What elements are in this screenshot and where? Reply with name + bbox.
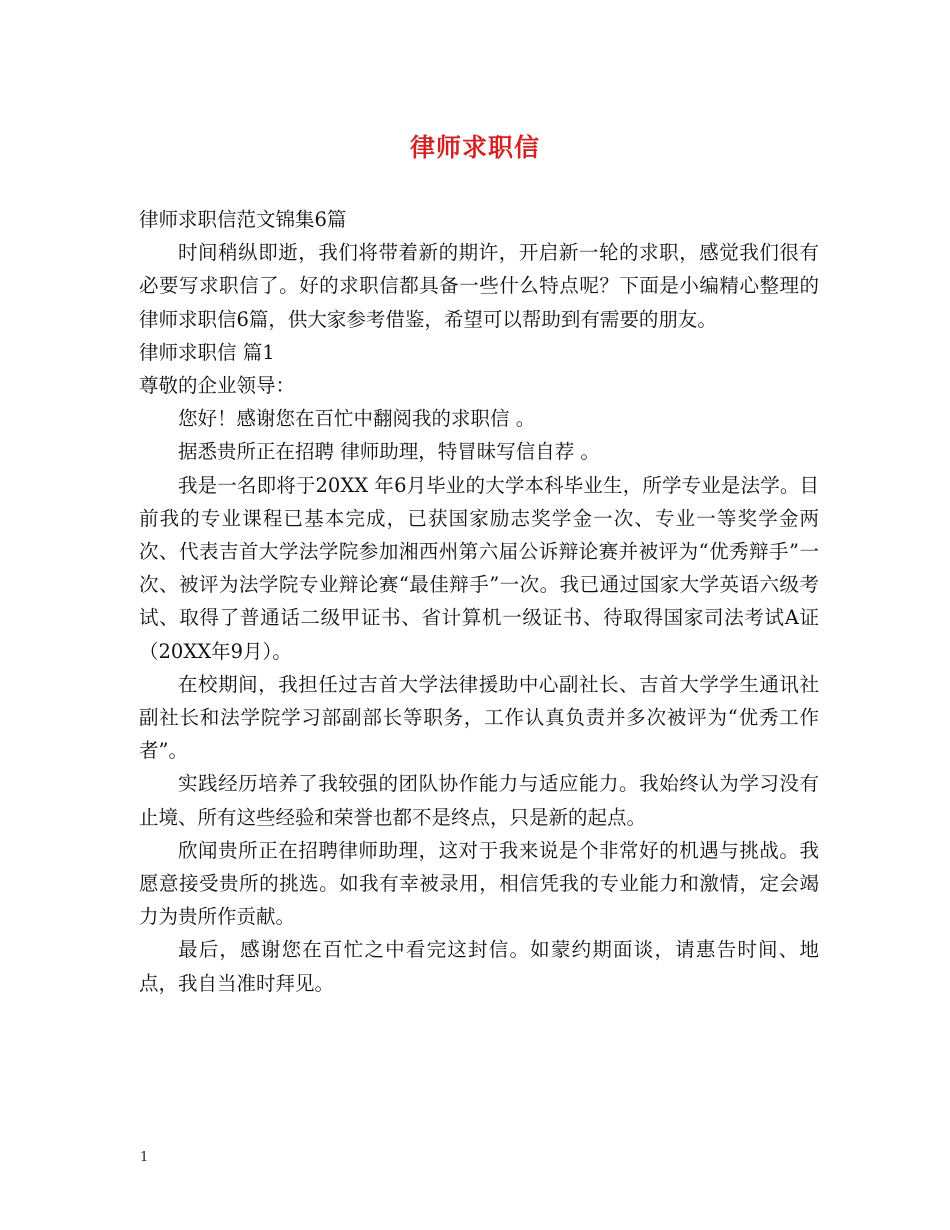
paragraph: 实践经历培养了我较强的团队协作能力与适应能力。我始终认为学习没有止境、所有这些经验和荣誉也都不是终点，只是新的起点。 <box>139 772 819 829</box>
paragraph: 据悉贵所正在招聘 律师助理，特冒昧写信自荐 。 <box>178 440 600 464</box>
paragraph: 尊敬的企业领导： <box>139 374 296 398</box>
paragraph: 欣闻贵所正在招聘律师助理，这对于我来说是个非常好的机遇与挑战。我愿意接受贵所的挑选。如我有幸被录用，相信凭我的专业能力和激情，定会竭力为贵所作贡献。 <box>139 838 819 929</box>
document-title: 律师求职信 <box>409 133 540 162</box>
paragraph: 最后，感谢您在百忙之中看完这封信。如蒙约期面谈，请惠告时间、地点，我自当准时拜见。 <box>139 938 819 995</box>
paragraph: 律师求职信 篇1 <box>139 340 275 364</box>
page-number: 1 <box>140 1150 149 1165</box>
paragraph: 律师求职信范文锦集6篇 <box>139 208 347 231</box>
paragraph: 在校期间，我担任过吉首大学法律援助中心副社长、吉首大学学生通讯社副社长和法学院学习部副部长等职务，工作认真负责并多次被评为“优秀工作者”。 <box>139 672 819 763</box>
paragraph: 您好！感谢您在百忙中翻阅我的求职信 。 <box>178 407 536 431</box>
paragraph: 时间稍纵即逝，我们将带着新的期许，开启新一轮的求职，感觉我们很有必要写求职信了。好的求职信都具备一些什么特点呢？下面是小编精心整理的律师求职信6篇，供大家参考借鉴，希望可以帮助到有需要的朋友。 <box>139 241 819 331</box>
paragraph: 我是一名即将于20XX 年6月毕业的大学本科毕业生，所学专业是法学。目前我的专业课程已基本完成，已获国家励志奖学金一次、专业一等奖学金两次、代表吉首大学法学院参加湘西州第六届公诉辩论赛并被评为“优秀辩手”一次、被评为法学院专业辩论赛“最佳辩手”一次。我已通过国家大学英语六级考试、取得了普通话二级甲证书、省计算机一级证书、待取得国家司法考试A证（20XX年9月）。 <box>139 473 819 663</box>
document-body <box>139 203 819 1000</box>
